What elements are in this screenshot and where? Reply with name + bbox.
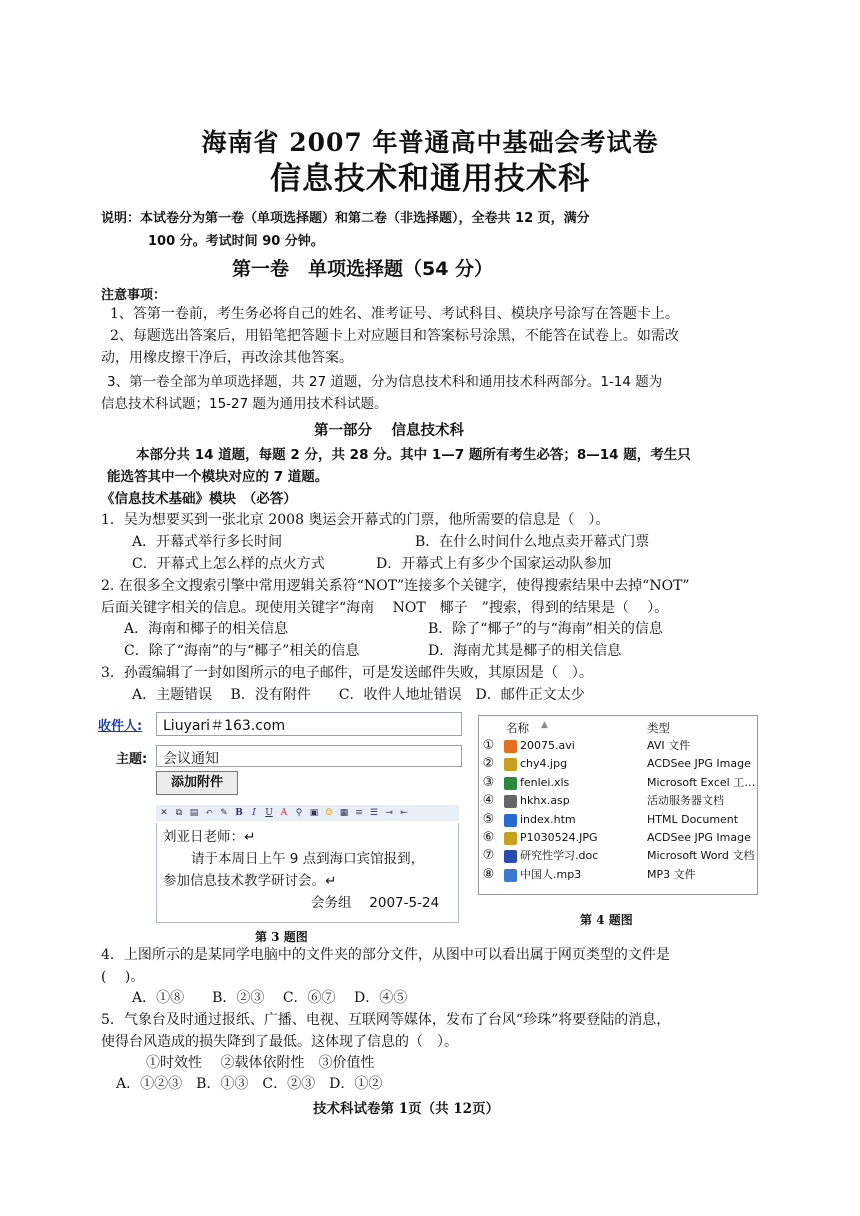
q5-stem-1: 5．气象台及时通过报纸、广播、电视、互联网等媒体，发布了台风“珍珠”将要登陆的消息，	[101, 1012, 671, 1028]
email-compose-figure	[98, 709, 466, 924]
part-desc-line2: 能选答其中一个模块对应的 7 道题。	[107, 469, 329, 485]
image-icon[interactable]: ▣	[309, 808, 319, 818]
file-row[interactable]	[479, 811, 757, 829]
link-icon[interactable]: ⚲	[295, 808, 303, 818]
editor-toolbar	[156, 805, 459, 821]
file-type: MP3 文件	[647, 867, 696, 881]
q4-options: A．①⑧ B．②③ C．⑥⑦ D．④⑤	[132, 990, 408, 1006]
column-name[interactable]: 名称	[506, 721, 529, 735]
q5-options: A．①②③ B．①③ C．②③ D．①②	[116, 1076, 383, 1092]
column-type[interactable]: 类型	[647, 721, 670, 735]
video-icon	[504, 740, 517, 753]
q5-stem-2: 使得台风造成的损失降到了最低。这体现了信息的（ ）。	[101, 1034, 458, 1050]
align-left-icon[interactable]: ≡	[355, 808, 363, 818]
file-name: chy4.jpg	[520, 757, 568, 771]
file-row[interactable]	[479, 866, 757, 884]
table-icon[interactable]: ▦	[339, 808, 349, 818]
q3-options: A．主题错误 B．没有附件 C．收件人地址错误 D．邮件正文太少	[132, 687, 585, 703]
sort-up-icon: ▲	[541, 720, 548, 730]
instructions-line2: 100 分。考试时间 90 分钟。	[148, 234, 324, 249]
file-number: ①	[482, 738, 495, 753]
audio-icon	[504, 869, 517, 882]
file-name: index.htm	[520, 812, 576, 826]
fig4-caption: 第 4 题图	[580, 913, 633, 927]
paste-icon[interactable]: ▤	[189, 808, 199, 818]
cut-icon[interactable]: ✕	[160, 808, 168, 818]
q5-choices: ①时效性 ②载体依附性 ③价值性	[146, 1055, 375, 1071]
word-icon	[504, 850, 517, 863]
file-number: ⑧	[482, 866, 495, 882]
underline-icon[interactable]: U	[265, 808, 273, 818]
asp-icon	[504, 795, 517, 808]
q4-stem-2: ( )。	[101, 969, 145, 985]
q1-option-a: A．开幕式举行多长时间	[132, 534, 283, 550]
file-number: ③	[482, 774, 495, 790]
file-type: Microsoft Word 文档	[647, 849, 755, 863]
file-list-figure	[478, 715, 758, 895]
copy-icon[interactable]: ⧉	[175, 808, 183, 818]
part-title: 第一部分 信息技术科	[314, 423, 465, 439]
notice-item-2-cont: 动，用橡皮擦干净后，再改涂其他答案。	[101, 350, 353, 366]
body-line-3: 参加信息技术教学研讨会。↵	[163, 873, 337, 889]
notice-item-1: 1、答第一卷前，考生务必将自己的姓名、准考证号、考试科目、模块序号涂写在答题卡上。	[110, 306, 679, 322]
outdent-icon[interactable]: ⇤	[400, 808, 408, 818]
notice-item-2: 2、每题选出答案后，用铅笔把答题卡上对应题目和答案标号涂黑，不能答在试卷上。如需改	[110, 328, 679, 344]
excel-icon	[504, 777, 517, 790]
q2-option-c: C．除了“海南”的与“椰子”相关的信息	[124, 643, 360, 659]
subject-label: 主题:	[116, 752, 148, 767]
instructions-line1: 说明：本试卷分为第一卷（单项选择题）和第二卷（非选择题），全卷共 12 页，满分	[101, 211, 590, 226]
q1-option-b: B．在什么时间什么地点卖开幕式门票	[415, 534, 650, 550]
file-row[interactable]	[479, 737, 757, 755]
fig3-caption: 第 3 题图	[255, 930, 308, 944]
file-row[interactable]	[479, 755, 757, 773]
file-name: fenlei.xls	[520, 775, 570, 789]
jpg-icon	[504, 758, 517, 771]
part-desc-line1: 本部分共 14 道题，每题 2 分，共 28 分。其中 1—7 题所有考生必答；8—14 题，考生只	[136, 447, 691, 463]
q2-option-a: A．海南和椰子的相关信息	[124, 621, 289, 637]
notice-item-3-cont: 信息技术科试题；15-27 题为通用技术科试题。	[101, 396, 388, 412]
file-name: 20075.avi	[520, 739, 575, 752]
bold-icon[interactable]: B	[235, 808, 243, 818]
file-number: ④	[482, 793, 495, 809]
font-color-icon[interactable]: A	[280, 808, 288, 818]
exam-title: 海南省 2007 年普通高中基础会考试卷	[201, 128, 659, 157]
file-row[interactable]	[479, 829, 757, 847]
file-type: Microsoft Excel 工…	[647, 775, 756, 789]
module-title: 《信息技术基础》模块 （必答）	[101, 491, 297, 507]
emoji-icon[interactable]: ☺	[324, 808, 334, 818]
file-number: ②	[482, 756, 495, 772]
file-type: ACDSee JPG Image	[647, 831, 751, 844]
to-label: 收件人:	[98, 719, 143, 734]
file-name: 研究性学习.doc	[520, 849, 599, 863]
file-number: ⑥	[482, 830, 495, 845]
to-input[interactable]: Liuyari＃163.com	[156, 712, 462, 736]
q1-option-d: D．开幕式上有多少个国家运动队参加	[376, 556, 612, 572]
jpg-icon	[504, 832, 517, 845]
file-type: AVI 文件	[647, 739, 691, 752]
indent-icon[interactable]: ⇥	[385, 808, 393, 818]
q2-stem-2: 后面关键字相关的信息。现使用关键字“海南 NOT 椰子 ”搜索，得到的结果是（ ）。	[101, 600, 669, 616]
file-type: 活动服务器文档	[647, 794, 724, 808]
align-center-icon[interactable]: ☰	[369, 808, 379, 818]
subject-input[interactable]: 会议通知	[156, 745, 462, 767]
q4-stem-1: 4．上图所示的是某同学电脑中的文件夹的部分文件，从图中可以看出属于网页类型的文件是	[101, 947, 670, 963]
file-row[interactable]	[479, 774, 757, 792]
section-title: 第一卷 单项选择题（54 分）	[232, 258, 494, 280]
email-body[interactable]	[156, 823, 459, 923]
file-list-header	[479, 719, 757, 735]
subject-title: 信息技术和通用技术科	[270, 161, 590, 197]
html-icon	[504, 814, 517, 827]
q1-stem: 1．吴为想要买到一张北京 2008 奥运会开幕式的门票，他所需要的信息是（ ）。	[101, 512, 610, 528]
spell-icon[interactable]: ✎	[220, 808, 228, 818]
notice-item-3: 3、第一卷全部为单项选择题，共 27 道题，分为信息技术科和通用技术科两部分。1-14 题为	[107, 374, 663, 390]
q2-option-d: D．海南尤其是椰子的相关信息	[428, 643, 622, 659]
body-line-2: 请于本周日上午 9 点到海口宾馆报到，	[191, 851, 425, 867]
italic-icon[interactable]: I	[252, 808, 256, 818]
add-attachment-button[interactable]: 添加附件	[156, 771, 238, 795]
file-number: ⑦	[482, 848, 495, 864]
body-line-1: 刘亚日老师：↵	[163, 829, 256, 845]
undo-icon[interactable]: ↶	[205, 808, 213, 818]
file-row[interactable]	[479, 792, 757, 810]
q3-stem: 3．孙霞编辑了一封如图所示的电子邮件，可是发送邮件失败，其原因是（ ）。	[101, 665, 593, 681]
file-name: hkhx.asp	[520, 794, 570, 808]
q1-option-c: C．开幕式上怎么样的点火方式	[132, 556, 325, 572]
q2-stem-1: 2. 在很多全文搜索引擎中常用逻辑关系符“NOT”连接多个关键字，使得搜索结果中去掉“NOT”	[101, 578, 690, 594]
file-name: P1030524.JPG	[520, 831, 598, 844]
page-footer: 技术科试卷第 1页（共 12页）	[313, 1101, 500, 1117]
file-row[interactable]	[479, 847, 757, 865]
q2-option-b: B．除了“椰子”的与“海南”相关的信息	[428, 621, 663, 637]
notice-heading: 注意事项：	[101, 288, 167, 303]
file-type: HTML Document	[647, 812, 739, 826]
file-name: 中国人.mp3	[520, 867, 582, 881]
body-line-4: 会务组 2007-5-24	[311, 895, 440, 911]
file-type: ACDSee JPG Image	[647, 757, 751, 771]
file-number: ⑤	[482, 811, 495, 827]
